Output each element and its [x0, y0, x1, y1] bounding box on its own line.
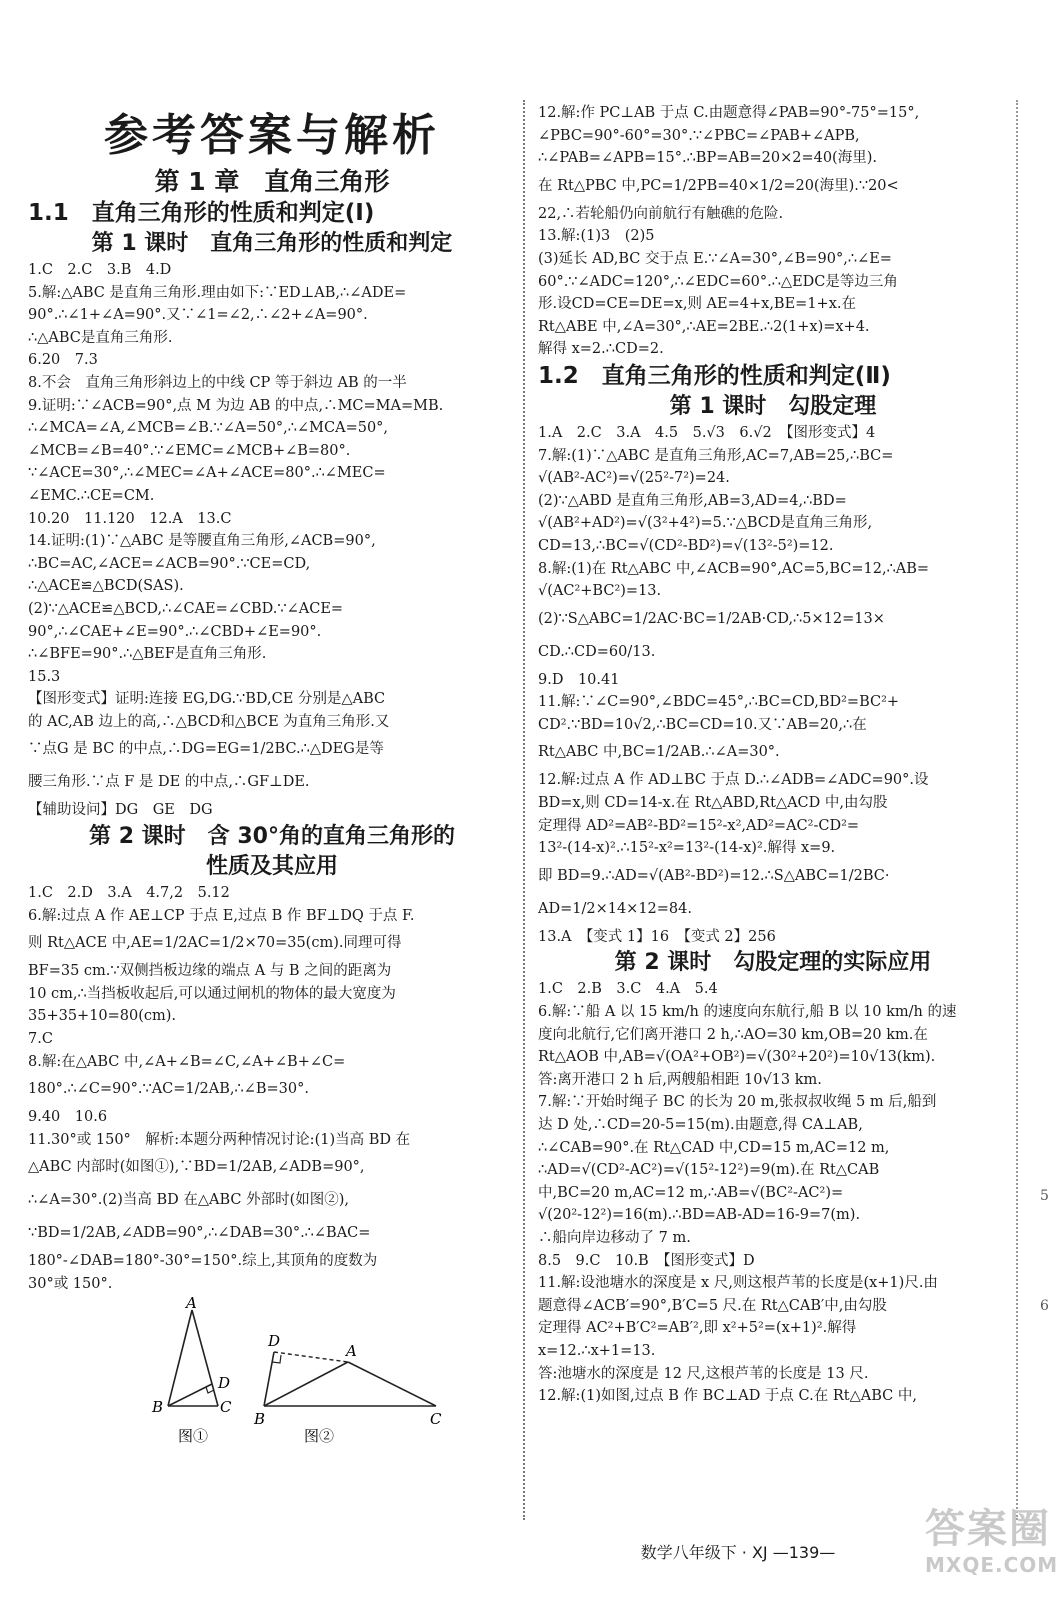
fig1-label-c: C: [220, 1397, 232, 1416]
answer-line: 8.5 9.C 10.B 【图形变式】D: [538, 1252, 755, 1269]
answer-line: 60°.∵∠ADC=120°,∴∠EDC=60°.∴△EDC是等边三角: [538, 273, 898, 290]
answer-line: 10 cm,∴当挡板收起后,可以通过闸机的物体的最大宽度为: [28, 985, 396, 1002]
right-column: [538, 102, 1008, 1408]
fig2-caption: 图②: [304, 1426, 335, 1445]
answer-line: 6.解:∵船 A 以 15 km/h 的速度向东航行,船 B 以 10 km/h 的速: [538, 1004, 957, 1021]
answer-line: (2)∵△ACE≌△BCD,∴∠CAE=∠CBD.∵∠ACE=: [28, 600, 344, 617]
answer-line: ∠MCB=∠B=40°.∵∠EMC=∠MCB+∠B=80°.: [28, 442, 351, 459]
fig1-label-b: B: [152, 1397, 164, 1416]
answer-line: CD.∴CD=60/13.: [538, 643, 656, 660]
column-divider: [523, 100, 525, 1520]
answer-line: 13.解:(1)3 (2)5: [538, 228, 655, 245]
triangle-figures-svg: [28, 1296, 516, 1456]
answer-line: 14.证明:(1)∵△ABC 是等腰直角三角形,∠ACB=90°,: [28, 533, 376, 550]
fig1-label-a: A: [186, 1295, 197, 1312]
answer-line: ∴△ACE≌△BCD(SAS).: [28, 578, 184, 595]
answer-line: 答:离开港口 2 h 后,两艘船相距 10√13 km.: [538, 1071, 822, 1088]
answer-line: 15.3: [28, 668, 61, 685]
page-title: 参考答案与解析: [104, 110, 440, 161]
triangle-figures: [28, 1296, 516, 1456]
lesson-heading-1-2-2: 第 2 课时 勾股定理的实际应用: [614, 950, 932, 976]
answer-line: 【图形变式】证明:连接 EG,DG.∵BD,CE 分别是△ABC: [28, 691, 386, 708]
answer-line: √(AC²+BC²)=13.: [538, 583, 662, 600]
answer-line: 7.解:(1)∵△ABC 是直角三角形,AC=7,AB=25,∴BC=: [538, 447, 894, 464]
answer-line: 的 AC,AB 边上的高,∴△BCD和△BCE 为直角三角形.又: [28, 713, 390, 730]
page-edge-mark: 5: [1040, 1188, 1049, 1204]
answer-line: 1.C 2.B 3.C 4.A 5.4: [538, 981, 718, 998]
chapter-heading: 第 1 章 直角三角形: [154, 167, 390, 196]
answer-line: 定理得 AD²=AB²-BD²=15²-x²,AD²=AC²-CD²=: [538, 817, 860, 834]
answer-line: ∴△ABC是直角三角形.: [28, 329, 173, 346]
answer-line: 【辅助设问】DG GE DG: [28, 802, 213, 819]
page-footer: 数学八年级下 · XJ —139—: [640, 1543, 836, 1562]
answer-line: 达 D 处,∴CD=20-5=15(m).由题意,得 CA⊥AB,: [538, 1117, 863, 1133]
answer-line: 10.20 11.120 12.A 13.C: [28, 510, 232, 527]
answer-line: ∴船向岸边移动了 7 m.: [538, 1229, 691, 1246]
answer-line: ∴∠PAB=∠APB=15°.∴BP=AB=20×2=40(海里).: [538, 150, 877, 167]
section-1-2-lesson-2-answers: [538, 978, 1008, 1407]
answer-line: BF=35 cm.∵双侧挡板边缘的端点 A 与 B 之间的距离为: [28, 963, 392, 980]
answer-line: 9.40 10.6: [28, 1109, 108, 1126]
answer-line: BD=x,则 CD=14-x.在 Rt△ABD,Rt△ACD 中,由勾股: [538, 795, 888, 812]
answer-line: ∵点G 是 BC 的中点,∴DG=EG=1/2BC.∴△DEG是等: [28, 741, 384, 758]
answer-line: 12.解:作 PC⊥AB 于点 C.由题意得∠PAB=90°-75°=15°,: [538, 105, 920, 121]
answer-line: ∠PBC=90°-60°=30°.∵∠PBC=∠PAB+∠APB,: [538, 127, 860, 144]
lesson-2-answers: [28, 882, 516, 1296]
answer-line: ∴∠MCA=∠A,∠MCB=∠B.∵∠A=50°,∴∠MCA=50°,: [28, 420, 389, 437]
lesson-1-answers: [28, 259, 516, 822]
answer-line: 90°,∴∠CAE+∠E=90°.∴∠CBD+∠E=90°.: [28, 623, 322, 640]
section-heading-1-1: 1.1 直角三角形的性质和判定(Ⅰ): [28, 200, 375, 226]
answer-line: Rt△AOB 中,AB=√(OA²+OB²)=√(30²+20²)=10√13(km).: [538, 1049, 936, 1066]
lesson-heading-2: 第 2 课时 含 30°角的直角三角形的: [89, 824, 455, 850]
answer-line: 8.解:(1)在 Rt△ABC 中,∠ACB=90°,AC=5,BC=12,∴AB=: [538, 560, 930, 577]
answer-line: 答:池塘水的深度是 12 尺,这根芦苇的长度是 13 尺.: [538, 1365, 869, 1382]
answer-line: 5.解:△ABC 是直角三角形.理由如下:∵ED⊥AB,∴∠ADE=: [28, 284, 407, 301]
answer-line: 22,∴若轮船仍向前航行有触礁的危险.: [538, 205, 784, 222]
answer-line: ∵∠ACE=30°,∴∠MEC=∠A+∠ACE=80°.∴∠MEC=: [28, 465, 386, 482]
fig1-altitude-bd: [168, 1384, 212, 1406]
answer-line: 8.不会 直角三角形斜边上的中线 CP 等于斜边 AB 的一半: [28, 374, 407, 391]
answer-line: 1.C 2.D 3.A 4.7,2 5.12: [28, 885, 230, 902]
answer-line: △ABC 内部时(如图①),∵BD=1/2AB,∠ADB=90°,: [28, 1159, 365, 1176]
answer-line: (2)∵S△ABC=1/2AC·BC=1/2AB·CD,∴5×12=13×: [538, 610, 885, 627]
answer-line: CD².∵BD=10√2,∴BC=CD=10.又∵AB=20,∴在: [538, 716, 867, 733]
answer-line: 定理得 AC²+B′C²=AB′²,即 x²+5²=(x+1)².解得: [538, 1320, 857, 1337]
answer-line: (3)延长 AD,BC 交于点 E.∵∠A=30°,∠B=90°,∴∠E=: [538, 250, 892, 267]
page-edge-mark: 6: [1040, 1298, 1049, 1314]
answer-line: 180°-∠DAB=180°-30°=150°.综上,其顶角的度数为: [28, 1253, 378, 1270]
answer-line: √(AB²+AD²)=√(3²+4²)=5.∵△BCD是直角三角形,: [538, 515, 873, 532]
answer-line: 解得 x=2.∴CD=2.: [538, 341, 664, 358]
answer-line: 13²-(14-x)².∴15²-x²=13²-(14-x)².解得 x=9.: [538, 840, 836, 857]
answer-line: 在 Rt△PBC 中,PC=1/2PB=40×1/2=20(海里).∵20<: [538, 177, 899, 194]
fig1-edge-ab: [168, 1310, 192, 1406]
right-answers-top: [538, 102, 1008, 361]
answer-line: 180°.∴∠C=90°.∵AC=1/2AB,∴∠B=30°.: [28, 1081, 309, 1098]
answer-line: 即 BD=9.∴AD=√(AB²-BD²)=12.∴S△ABC=1/2BC·: [538, 867, 890, 884]
page-edge-divider: [1016, 100, 1018, 1520]
answer-line: 12.解:过点 A 作 AD⊥BC 于点 D.∴∠ADB=∠ADC=90°.设: [538, 772, 929, 789]
answer-line: 6.20 7.3: [28, 352, 98, 369]
lesson-heading-1: 第 1 课时 直角三角形的性质和判定: [91, 231, 453, 256]
section-1-2-lesson-1-answers: [538, 422, 1008, 949]
answer-line: CD=13,∴BC=√(CD²-BD²)=√(13²-5²)=12.: [538, 537, 834, 554]
lesson-heading-2-cont: 性质及其应用: [205, 854, 338, 880]
answer-line: 35+35+10=80(cm).: [28, 1008, 177, 1025]
answer-line: 8.解:在△ABC 中,∠A+∠B=∠C,∠A+∠B+∠C=: [28, 1053, 346, 1070]
answer-line: ∴∠A=30°.(2)当高 BD 在△ABC 外部时(如图②),: [28, 1192, 350, 1209]
answer-line: ∵BD=1/2AB,∠ADB=90°,∴∠DAB=30°.∴∠BAC=: [28, 1225, 371, 1242]
fig2-label-a: A: [346, 1341, 357, 1360]
lesson-heading-1-2-1: 第 1 课时 勾股定理: [669, 393, 877, 419]
answer-line: ∠EMC.∴CE=CM.: [28, 487, 155, 504]
answer-line: 9.证明:∵∠ACB=90°,点 M 为边 AB 的中点,∴MC=MA=MB.: [28, 397, 444, 414]
answer-line: 1.A 2.C 3.A 4.5 5.√3 6.√2 【图形变式】4: [538, 424, 876, 441]
fig2-edge-ba: [264, 1362, 348, 1406]
answer-line: ∴BC=AC,∠ACE=∠ACB=90°.∵CE=CD,: [28, 555, 311, 572]
watermark-logo: [925, 1505, 1059, 1595]
answer-line: 则 Rt△ACE 中,AE=1/2AC=1/2×70=35(cm).同理可得: [28, 935, 402, 952]
answer-line: (2)∵△ABD 是直角三角形,AB=3,AD=4,∴BD=: [538, 492, 847, 509]
figure-2: [253, 1332, 442, 1445]
fig2-label-b: B: [254, 1409, 266, 1428]
fig2-extension-dashed: [274, 1352, 348, 1362]
answer-line: 11.解:设池塘水的深度是 x 尺,则这根芦苇的长度是(x+1)尺.由: [538, 1275, 938, 1292]
answer-line: AD=1/2×14×12=84.: [538, 900, 692, 917]
answer-line: ∴∠BFE=90°.∴△BEF是直角三角形.: [28, 646, 267, 663]
answer-line: 7.解:∵开始时绳子 BC 的长为 20 m,张叔叔收绳 5 m 后,船到: [538, 1094, 937, 1111]
answer-line: 11.解:∵∠C=90°,∠BDC=45°,∴BC=CD,BD²=BC²+: [538, 694, 900, 711]
answer-line: 90°.∴∠1+∠A=90°.又∵∠1=∠2,∴∠2+∠A=90°.: [28, 307, 368, 324]
answer-line: 30°或 150°.: [28, 1276, 113, 1292]
answer-line: ∴∠CAB=90°.在 Rt△CAD 中,CD=15 m,AC=12 m,: [538, 1139, 890, 1156]
answer-line: Rt△ABC 中,BC=1/2AB.∴∠A=30°.: [538, 744, 780, 761]
left-column: [28, 0, 516, 1456]
watermark-text: 答案圈: [925, 1506, 1051, 1552]
watermark-url: MXQE.COM: [925, 1553, 1059, 1577]
answer-line: 11.30°或 150° 解析:本题分两种情况讨论:(1)当高 BD 在: [28, 1131, 411, 1148]
fig1-label-d: D: [218, 1373, 231, 1392]
answer-line: √(AB²-AC²)=√(25²-7²)=24.: [538, 470, 730, 487]
section-heading-1-2: 1.2 直角三角形的性质和判定(Ⅱ): [538, 362, 891, 389]
answer-line: Rt△ABE 中,∠A=30°,∴AE=2BE.∴2(1+x)=x+4.: [538, 318, 870, 335]
answer-line: 中,BC=20 m,AC=12 m,∴AB=√(BC²-AC²)=: [538, 1184, 844, 1201]
answer-line: x=12.∴x+1=13.: [538, 1342, 656, 1359]
fig2-altitude-bd: [264, 1352, 274, 1406]
answer-line: 13.A 【变式 1】16 【变式 2】256: [538, 928, 776, 945]
answer-line: 度向北航行,它们离开港口 2 h,∴AO=30 km,OB=20 km.在: [538, 1026, 928, 1043]
answer-line: 12.解:(1)如图,过点 B 作 BC⊥AD 于点 C.在 Rt△ABC 中,: [538, 1388, 917, 1405]
answer-line: 形.设CD=CE=DE=x,则 AE=4+x,BE=1+x.在: [538, 296, 856, 313]
answer-line: 1.C 2.C 3.B 4.D: [28, 262, 172, 278]
answer-line: 腰三角形.∵点 F 是 DE 的中点,∴GF⊥DE.: [28, 774, 310, 791]
figure-1: [151, 1296, 232, 1445]
fig2-label-c: C: [430, 1409, 442, 1428]
answer-line: 9.D 10.41: [538, 671, 620, 688]
fig2-label-d: D: [268, 1331, 281, 1350]
answer-line: √(20²-12²)=16(m).∴BD=AB-AD=16-9=7(m).: [538, 1207, 861, 1224]
answer-line: 7.C: [28, 1031, 53, 1048]
fig2-edge-ac: [348, 1362, 436, 1406]
answer-line: 6.解:过点 A 作 AE⊥CP 于点 E,过点 B 作 BF⊥DQ 于点 F.: [28, 907, 415, 924]
fig1-caption: 图①: [178, 1426, 209, 1445]
answer-line: ∴AD=√(CD²-AC²)=√(15²-12²)=9(m).在 Rt△CAB: [538, 1162, 880, 1179]
answer-line: 题意得∠ACB′=90°,B′C=5 尺.在 Rt△CAB′中,由勾股: [538, 1297, 887, 1314]
